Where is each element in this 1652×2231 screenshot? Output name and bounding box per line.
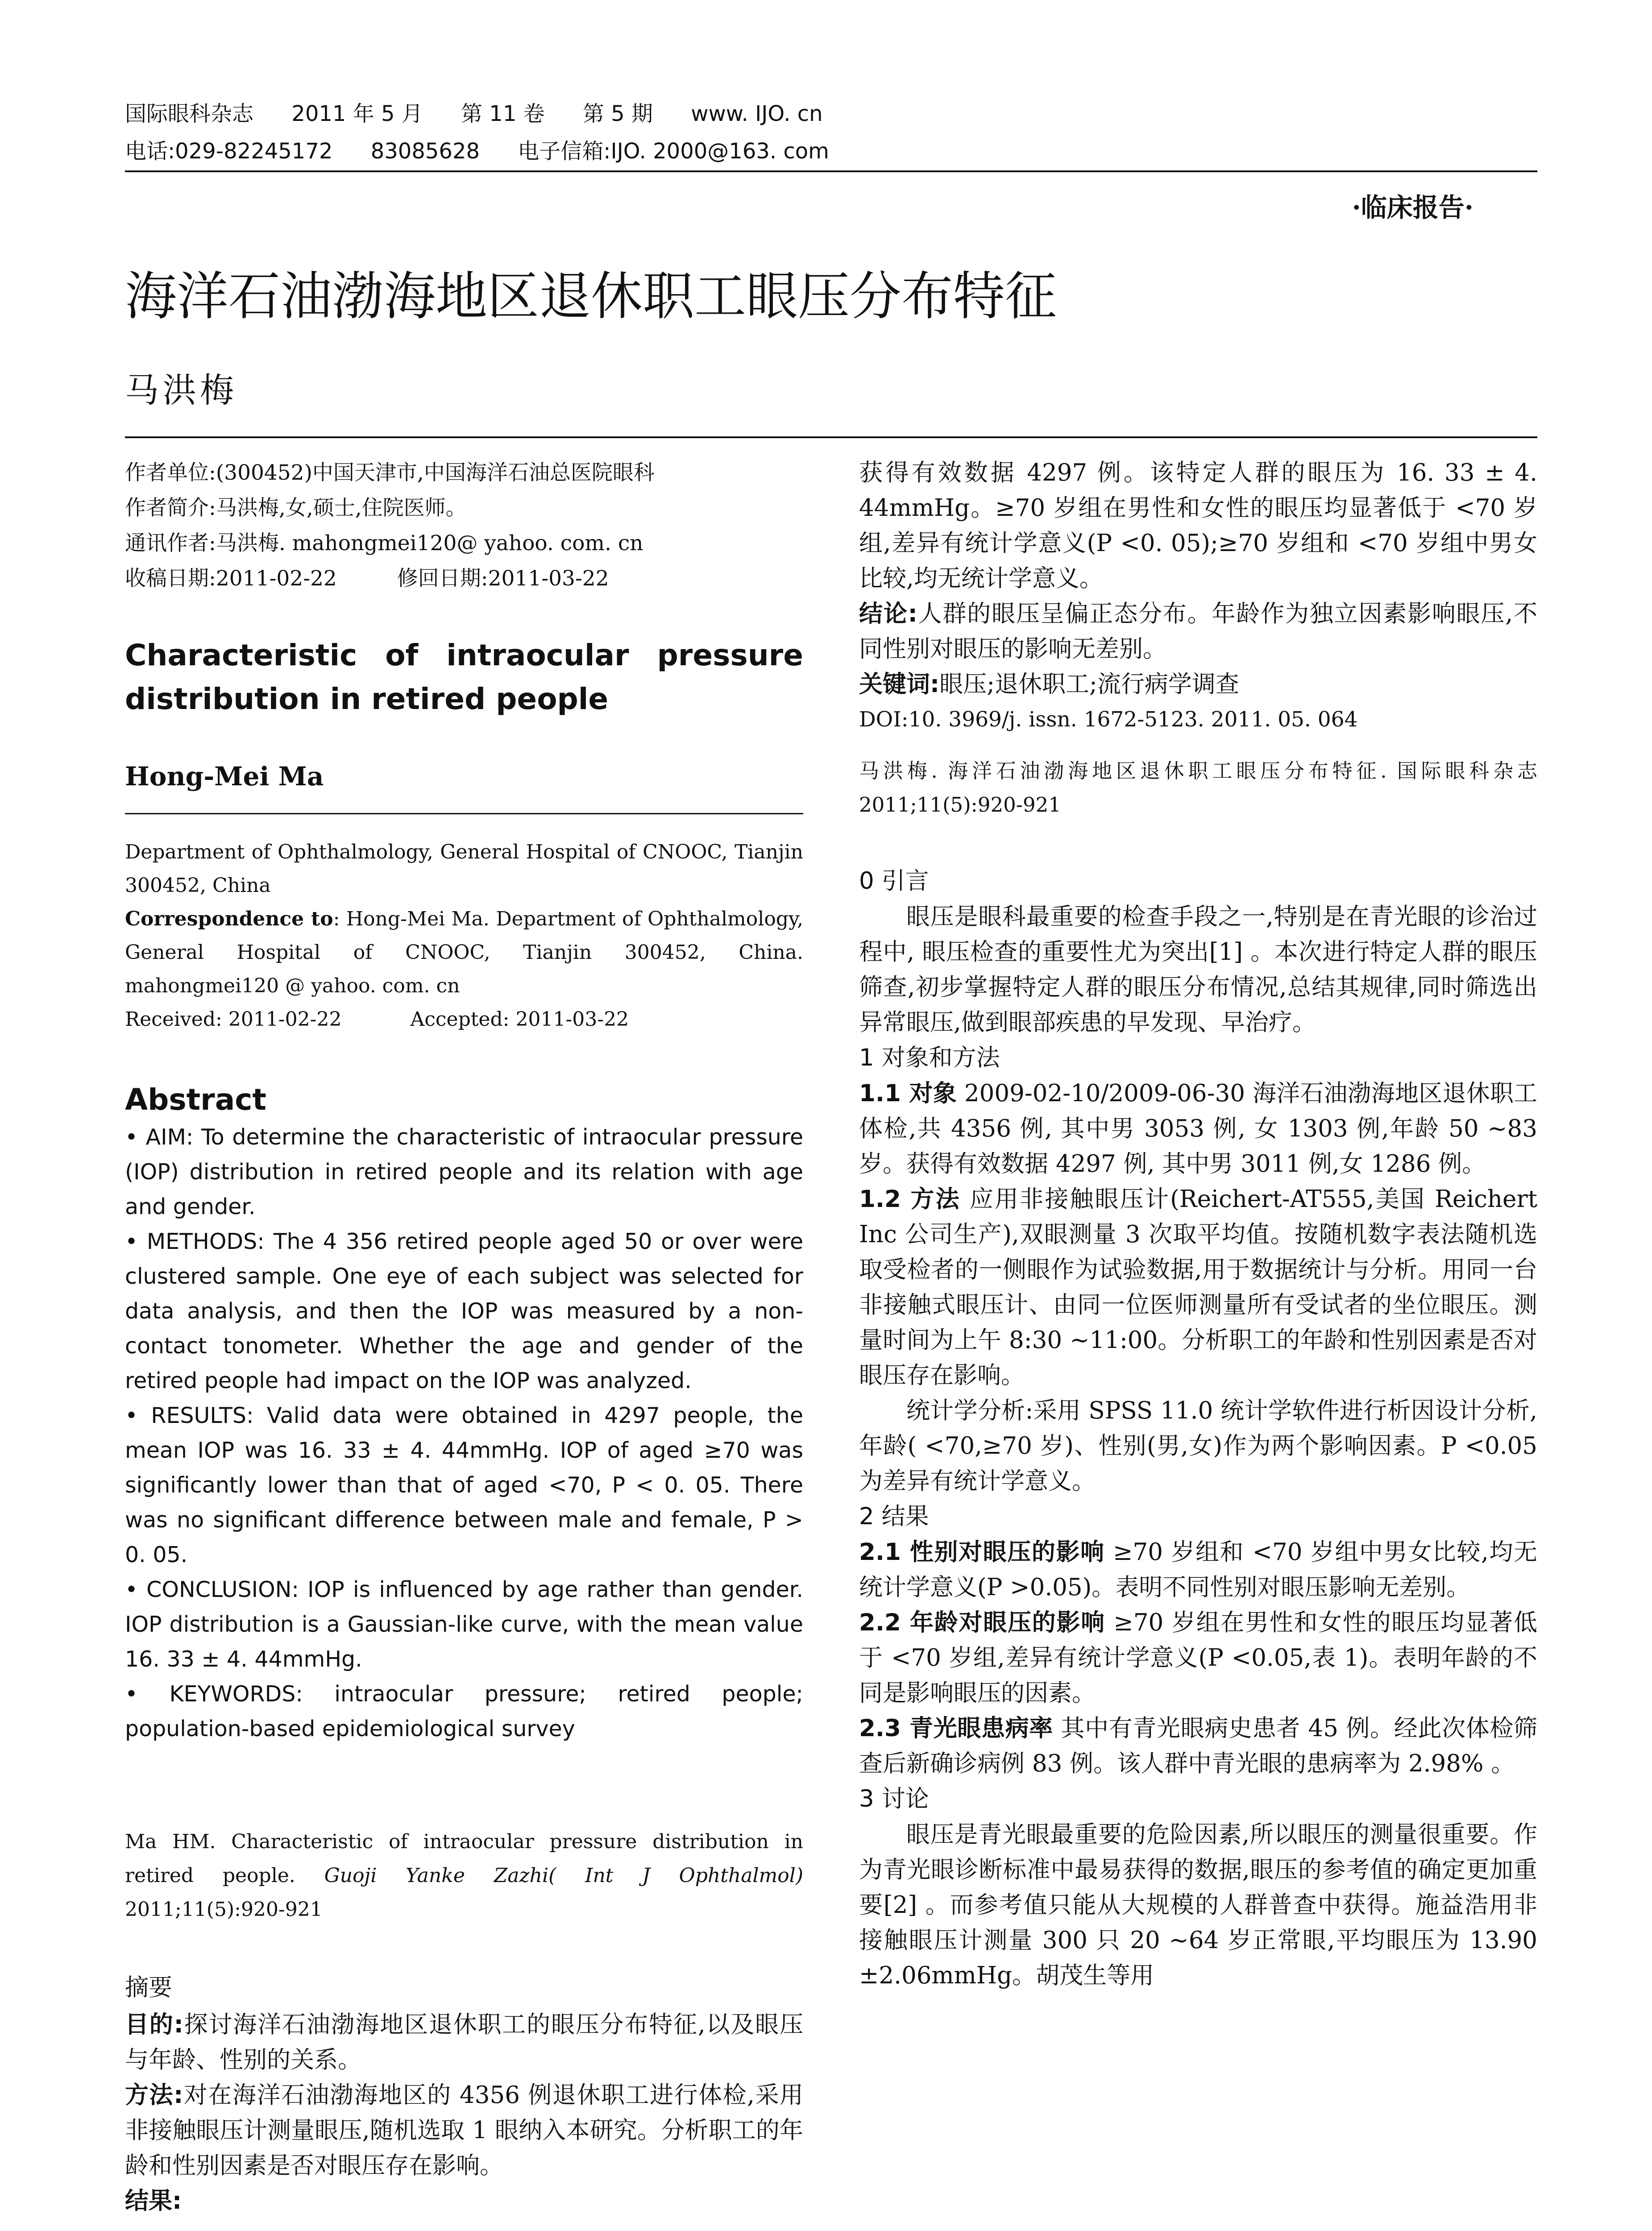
journal-phone-2: 83085628 xyxy=(370,139,480,164)
citation-en-journal: Guoji Yanke Zazhi( Int J Ophthalmol) xyxy=(324,1864,803,1887)
section-1-1-label: 1.1 对象 xyxy=(859,1080,957,1107)
methods-label-en: • METHODS: xyxy=(125,1229,265,1254)
abstract-heading-en: Abstract xyxy=(125,1082,266,1117)
abstract-conclusion-en xyxy=(125,1572,803,1677)
section-2-1-label: 2.1 性别对眼压的影响 xyxy=(859,1538,1105,1566)
section-1-2-label: 1.2 方法 xyxy=(859,1186,961,1213)
dates-cn xyxy=(125,561,803,596)
citation-en-text: Ma HM. Characteristic of intraocular pressure distribution in retired people. xyxy=(125,1830,803,1887)
correspondence-en xyxy=(125,902,803,1003)
section-1-1 xyxy=(859,1076,1537,1182)
abstract-keywords-en xyxy=(125,1677,803,1746)
header-rule xyxy=(125,170,1537,172)
title-cn: 海洋石油渤海地区退休职工眼压分布特征 xyxy=(125,266,1057,327)
accepted-date-en: Accepted: 2011-03-22 xyxy=(410,1008,629,1031)
journal-header-line2 xyxy=(125,137,860,166)
section-2-2-text: ≥70 岁组在男性和女性的眼压均显著低于 <70 岁组,差异有统计学意义(P <0.05,表 1)。表明年龄的不同是影响眼压的因素。 xyxy=(859,1609,1537,1707)
results-text-en: Valid data were obtained in 4297 people, the mean IOP was 16. 33 ± 4. 44mmHg. IOP of aged ≥70 was significantly lower than that of aged <70, P < 0. 05. There was no significant difference between male and female, P > 0. 05. xyxy=(125,1403,803,1568)
abstract-keywords-cn xyxy=(859,667,1537,702)
section-3-heading: 3 讨论 xyxy=(859,1785,929,1812)
abstract-methods-cn xyxy=(125,2078,803,2183)
methods-label-cn: 方法: xyxy=(125,2082,183,2109)
conclusion-text-en: IOP is influenced by age rather than gender. IOP distribution is a Gaussian-like curve, with the mean value 16. 33 ± 4. 44mmHg. xyxy=(125,1577,803,1672)
keywords-text-cn: 眼压;退休职工;流行病学调查 xyxy=(939,671,1239,698)
section-2-1 xyxy=(859,1534,1537,1605)
abstract-results-cn-start xyxy=(125,2183,803,2219)
aim-label-en: • AIM: xyxy=(125,1124,194,1150)
section-2-2 xyxy=(859,1605,1537,1711)
correspondence-label: Correspondence to xyxy=(125,908,333,930)
section-2-heading: 2 结果 xyxy=(859,1503,929,1530)
methods-text-cn: 对在海洋石油渤海地区的 4356 例退休职工进行体检,采用非接触眼压计测量眼压,随机选取 1 眼纳入本研究。分析职工的年龄和性别因素是否对眼压存在影响。 xyxy=(125,2082,803,2179)
author-bio-cn: 作者简介:马洪梅,女,硕士,住院医师。 xyxy=(125,496,467,520)
journal-email: 电子信箱:IJO. 2000@163. com xyxy=(518,139,829,164)
section-0-paragraph: 眼压是眼科最重要的检查手段之一,特别是在青光眼的诊治过程中, 眼压检查的重要性尤为突出[1] 。本次进行特定人群的眼压筛查,初步掌握特定人群的眼压分布情况,总结其规律,同时筛选出异常眼压,做到眼部疾患的早发现、早治疗。 xyxy=(859,903,1537,1036)
volume: 第 11 卷 xyxy=(461,101,545,126)
section-2-3-label: 2.3 青光眼患病率 xyxy=(859,1715,1053,1742)
citation-en-volume: 2011;11(5):920-921 xyxy=(125,1898,323,1921)
citation-en xyxy=(125,1825,803,1927)
conclusion-label-en: • CONCLUSION: xyxy=(125,1577,299,1602)
abstract-cn-continued xyxy=(859,455,1537,737)
section-1-2-text: 应用非接触眼压计(Reichert-AT555,美国 Reichert Inc 公司生产),双眼测量 3 次取平均值。按随机数字表法随机选取受检者的一侧眼作为试验数据,用于数据统计与分析。用同一台非接触式眼压计、由同一位医师测量所有受试者的坐位眼压。测量时间为上午 8:30 ~11:00。分析职工的年龄和性别因素是否对眼压存在影响。 xyxy=(859,1186,1537,1389)
keywords-text-en: intraocular pressure; retired people; population-based epidemiological survey xyxy=(125,1681,803,1742)
section-1-2 xyxy=(859,1182,1537,1393)
doi: DOI:10. 3969/j. issn. 1672-5123. 2011. 05. 064 xyxy=(859,707,1358,732)
section-1-1-text: 2009-02-10/2009-06-30 海洋石油渤海地区退休职工体检,共 4356 例, 其中男 3053 例, 女 1303 例,年龄 50 ~83 岁。获得有效数据 4297 例, 其中男 3011 例,女 1286 例。 xyxy=(859,1080,1537,1178)
journal-website: www. IJO. cn xyxy=(691,101,823,126)
journal-phone: 电话:029-82245172 xyxy=(125,139,333,164)
received-date-en: Received: 2011-02-22 xyxy=(125,1008,342,1031)
abstract-en xyxy=(125,1120,803,1746)
section-2-3-text: 其中有青光眼病史患者 45 例。经此次体检筛查后新确诊病例 83 例。该人群中青光眼的患病率为 2.98% 。 xyxy=(859,1715,1537,1777)
abstract-conclusion-cn xyxy=(859,596,1537,667)
section-1-heading: 1 对象和方法 xyxy=(859,1044,1000,1071)
body-text xyxy=(859,863,1537,1993)
section-0-heading: 0 引言 xyxy=(859,867,929,895)
issue-date: 2011 年 5 月 xyxy=(291,101,423,126)
journal-header-line1 xyxy=(125,99,854,129)
section-2-2-label: 2.2 年龄对眼压的影响 xyxy=(859,1609,1105,1636)
author-en: Hong-Mei Ma xyxy=(125,761,324,792)
methods-text-en: The 4 356 retired people aged 50 or over were clustered sample. One eye of each subject was selected for data analysis, and then the IOP was measured by a non-contact tonometer. Whether the age and gender of the retired people had impact on the IOP was analyzed. xyxy=(125,1229,803,1393)
aim-label-cn: 目的: xyxy=(125,2011,183,2038)
abstract-cn xyxy=(125,2007,803,2219)
keywords-label-en: • KEYWORDS: xyxy=(125,1681,303,1707)
keywords-label-cn: 关键词: xyxy=(859,671,940,698)
author-cn: 马洪梅 xyxy=(125,370,237,410)
title-en: Characteristic of intraocular pressure distribution in retired people xyxy=(125,638,803,716)
aim-text-cn: 探讨海洋石油渤海地区退休职工的眼压分布特征,以及眼压与年龄、性别的关系。 xyxy=(125,2011,803,2073)
results-label-en: • RESULTS: xyxy=(125,1403,254,1428)
author-info-cn xyxy=(125,455,803,596)
abstract-methods-en xyxy=(125,1224,803,1398)
dates-en xyxy=(125,1003,803,1036)
section-2-1-text: ≥70 岁组和 <70 岁组中男女比较,均无统计学意义(P >0.05)。表明不同性别对眼压影响无差别。 xyxy=(859,1538,1537,1601)
abstract-aim-cn xyxy=(125,2007,803,2078)
correspondence-text: : Hong-Mei Ma. Department of Ophthalmology, General Hospital of CNOOC, Tianjin 300452, China. mahongmei120 @ yahoo. com. cn xyxy=(125,908,803,997)
issue-number: 第 5 期 xyxy=(582,101,653,126)
section-3-paragraph: 眼压是青光眼最重要的危险因素,所以眼压的测量很重要。作为青光眼诊断标准中最易获得的数据,眼压的参考值的确定更加重要[2] 。而参考值只能从大规模的人群普查中获得。施益浩用非接触眼压计测量 300 只 20 ~64 岁正常眼,平均眼压为 13.90 ±2.06mmHg。胡茂生等用 xyxy=(859,1821,1537,1989)
abstract-aim-en xyxy=(125,1120,803,1224)
statistics-paragraph: 统计学分析:采用 SPSS 11.0 统计学软件进行析因设计分析,年龄( <70,≥70 岁)、性别(男,女)作为两个影响因素。P <0.05 为差异有统计学意义。 xyxy=(859,1397,1537,1495)
affiliation-en: Department of Ophthalmology, General Hospital of CNOOC, Tianjin 300452, China xyxy=(125,841,803,897)
abstract-heading-cn: 摘要 xyxy=(125,1974,172,2001)
journal-name: 国际眼科杂志 xyxy=(125,101,254,126)
revised-date-cn: 修回日期:2011-03-22 xyxy=(397,566,609,591)
aim-text-en: To determine the characteristic of intraocular pressure (IOP) distribution in retired people and its relation with age and gender. xyxy=(125,1124,803,1219)
abstract-results-cn xyxy=(859,455,1537,596)
results-label-cn: 结果: xyxy=(125,2187,182,2214)
section-tag: ·临床报告· xyxy=(1352,192,1474,223)
title-rule xyxy=(125,436,1537,438)
citation-cn: 马洪梅. 海洋石油渤海地区退休职工眼压分布特征. 国际眼科杂志 2011;11(5):920-921 xyxy=(859,759,1537,817)
received-date-cn: 收稿日期:2011-02-22 xyxy=(125,566,337,591)
author-rule xyxy=(125,813,803,814)
results-text-cn: 获得有效数据 4297 例。该特定人群的眼压为 16. 33 ± 4. 44mmHg。≥70 岁组在男性和女性的眼压均显著低于 <70 岁组,差异有统计学意义(P <0. 05);≥70 岁组和 <70 岁组中男女比较,均无统计学意义。 xyxy=(859,459,1537,592)
affiliation-block-en xyxy=(125,835,803,1036)
conclusion-text-cn: 人群的眼压呈偏正态分布。年龄作为独立因素影响眼压,不同性别对眼压的影响无差别。 xyxy=(859,600,1537,663)
conclusion-label-cn: 结论: xyxy=(859,600,917,627)
corresponding-author-cn: 通讯作者:马洪梅. mahongmei120@ yahoo. com. cn xyxy=(125,531,643,556)
author-affiliation-cn: 作者单位:(300452)中国天津市,中国海洋石油总医院眼科 xyxy=(125,460,655,485)
section-2-3 xyxy=(859,1711,1537,1781)
abstract-results-en xyxy=(125,1398,803,1572)
